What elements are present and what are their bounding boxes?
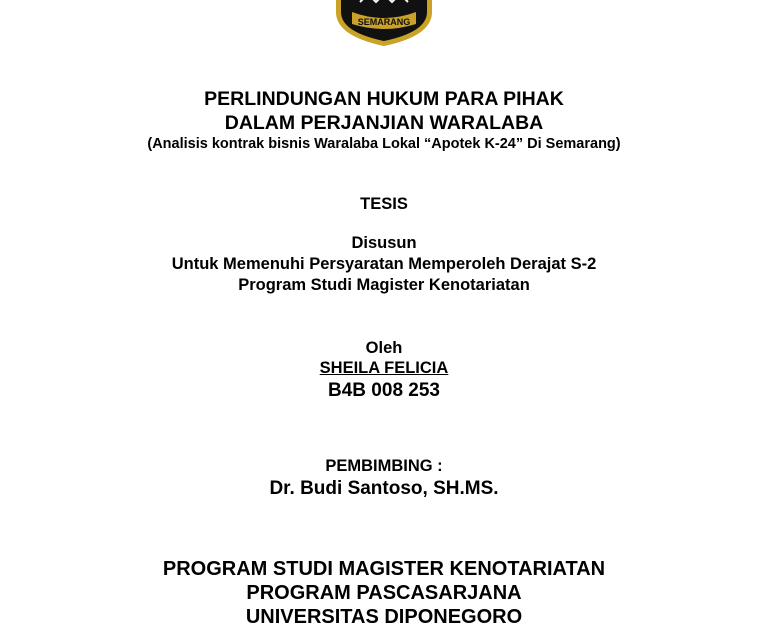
purpose-line-2: Program Studi Magister Kenotariatan	[238, 276, 530, 294]
purpose-line-1: Untuk Memenuhi Persyaratan Memperoleh Derajat S-2	[171, 255, 597, 273]
document-type: TESIS	[360, 195, 408, 213]
university-seal-logo	[330, 0, 438, 46]
thesis-title-line-2: DALAM PERJANJIAN WARALABA	[224, 112, 544, 134]
thesis-subtitle: (Analisis kontrak bisnis Waralaba Lokal “Apotek K-24” Di Semarang)	[147, 136, 621, 152]
institution-line-1: PROGRAM STUDI MAGISTER KENOTARIATAN	[162, 558, 606, 580]
institution-line-2: PROGRAM PASCASARJANA	[246, 582, 522, 604]
student-id: B4B 008 253	[328, 380, 440, 401]
institution-line-3: UNIVERSITAS DIPONEGORO	[245, 606, 523, 628]
author-name-text: SHEILA FELICIA	[319, 359, 449, 377]
seal-city-text: SEMARANG	[357, 17, 411, 27]
supervisor-label: PEMBIMBING :	[325, 457, 443, 475]
author-name	[0, 360, 768, 377]
purpose-heading: Disusun	[351, 234, 417, 252]
thesis-title-line-1: PERLINDUNGAN HUKUM PARA PIHAK	[204, 88, 564, 110]
author-by-label: Oleh	[365, 339, 403, 357]
supervisor-name: Dr. Budi Santoso, SH.MS.	[269, 478, 499, 499]
